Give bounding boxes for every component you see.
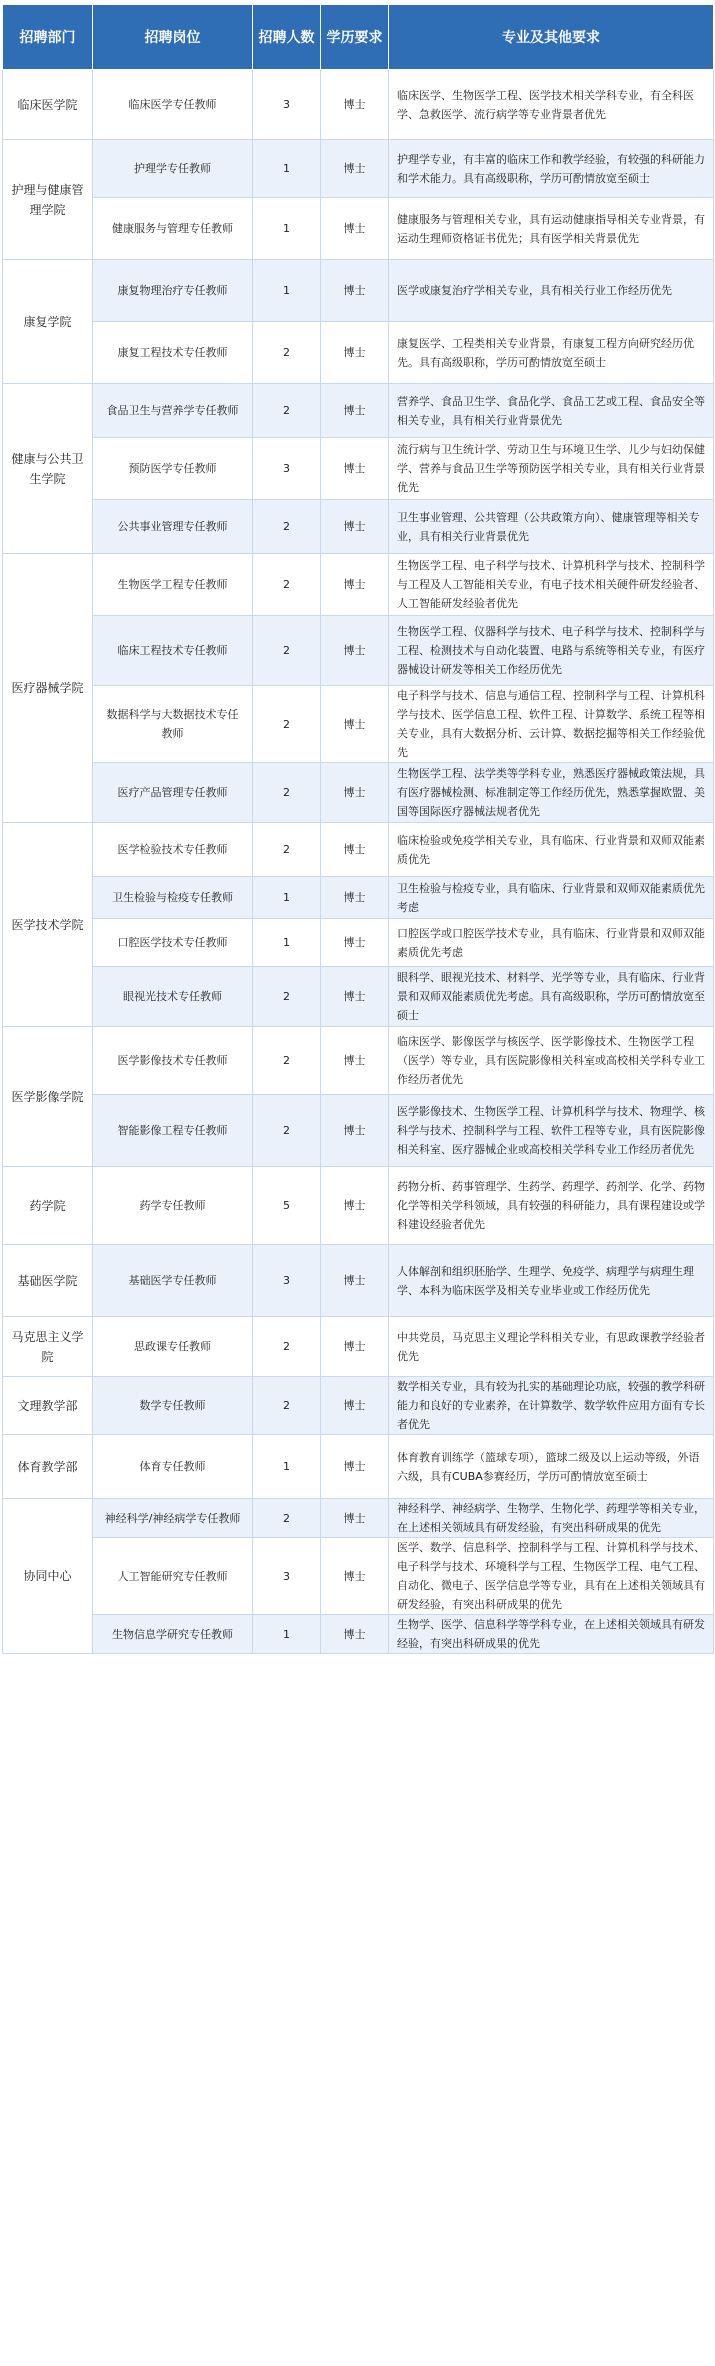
requirements-cell: 医学或康复治疗学相关专业，具有相关行业工作经历优先 — [389, 260, 714, 322]
table-row — [3, 1027, 714, 1095]
requirements-cell: 卫生事业管理、公共管理（公共政策方向）、健康管理等相关专业，具有相关行业背景优先 — [389, 500, 714, 554]
position-cell: 神经科学/神经病学专任教师 — [93, 1499, 253, 1538]
table-row — [3, 554, 714, 616]
position-cell: 体育专任教师 — [93, 1435, 253, 1499]
requirements-cell: 生物医学工程、仪器科学与技术、电子科学与技术、控制科学与工程、检测技术与自动化装置、电路与系统等相关专业，有医疗器械设计研发等相关工作经历优先 — [389, 616, 714, 686]
table-row — [3, 384, 714, 438]
position-cell: 数据科学与大数据技术专任教师 — [93, 686, 253, 763]
header-requirements: 专业及其他要求 — [389, 5, 714, 70]
requirements-cell: 营养学、食品卫生学、食品化学、食品工艺或工程、食品安全等相关专业，具有相关行业背景优先 — [389, 384, 714, 438]
table-row — [3, 919, 714, 967]
count-cell: 3 — [253, 1245, 321, 1317]
department-cell: 体育教学部 — [3, 1435, 93, 1499]
count-cell: 2 — [253, 554, 321, 616]
department-cell: 药学院 — [3, 1167, 93, 1245]
count-cell: 2 — [253, 686, 321, 763]
position-cell: 预防医学专任教师 — [93, 438, 253, 500]
education-cell: 博士 — [321, 1435, 389, 1499]
position-cell: 护理学专任教师 — [93, 140, 253, 198]
count-cell: 2 — [253, 763, 321, 823]
requirements-cell: 流行病与卫生统计学、劳动卫生与环境卫生学、儿少与妇幼保健学、营养与食品卫生学等预防医学相关专业，具有相关行业背景优先 — [389, 438, 714, 500]
requirements-cell: 神经科学、神经病学、生物学、生物化学、药理学等相关专业，在上述相关领域具有研发经验，有突出科研成果的优先 — [389, 1499, 714, 1538]
table-row — [3, 322, 714, 384]
count-cell: 2 — [253, 500, 321, 554]
education-cell: 博士 — [321, 919, 389, 967]
table-row — [3, 1499, 714, 1538]
position-cell: 口腔医学技术专任教师 — [93, 919, 253, 967]
education-cell: 博士 — [321, 554, 389, 616]
count-cell: 2 — [253, 1095, 321, 1167]
count-cell: 1 — [253, 1615, 321, 1654]
department-cell: 临床医学院 — [3, 70, 93, 140]
requirements-cell: 人体解剖和组织胚胎学、生理学、免疫学、病理学与病理生理学、本科为临床医学及相关专业毕业或工作经历优先 — [389, 1245, 714, 1317]
department-cell: 医学影像学院 — [3, 1027, 93, 1167]
requirements-cell: 生物医学工程、法学类等学科专业，熟悉医疗器械政策法规，具有医疗器械检测、标准制定等工作经历优先，熟悉掌握欧盟、美国等国际医疗器械法规者优先 — [389, 763, 714, 823]
education-cell: 博士 — [321, 1317, 389, 1377]
requirements-cell: 临床检验或免疫学相关专业，具有临床、行业背景和双师双能素质优先 — [389, 823, 714, 877]
count-cell: 3 — [253, 70, 321, 140]
education-cell: 博士 — [321, 70, 389, 140]
requirements-cell: 中共党员，马克思主义理论学科相关专业，有思政课教学经验者优先 — [389, 1317, 714, 1377]
count-cell: 5 — [253, 1167, 321, 1245]
position-cell: 数学专任教师 — [93, 1377, 253, 1435]
recruitment-table — [2, 4, 714, 1654]
department-cell: 健康与公共卫生学院 — [3, 384, 93, 554]
requirements-cell: 体育教育训练学（篮球专项），篮球二级及以上运动等级，外语六级，具有CUBA参赛经历，学历可酌情放宽至硕士 — [389, 1435, 714, 1499]
requirements-cell: 卫生检验与检疫专业，具有临床、行业背景和双师双能素质优先考虑 — [389, 877, 714, 919]
education-cell: 博士 — [321, 500, 389, 554]
count-cell: 3 — [253, 1538, 321, 1615]
count-cell: 1 — [253, 877, 321, 919]
department-cell: 护理与健康管理学院 — [3, 140, 93, 260]
table-row — [3, 70, 714, 140]
department-cell: 康复学院 — [3, 260, 93, 384]
education-cell: 博士 — [321, 1245, 389, 1317]
requirements-cell: 健康服务与管理相关专业，具有运动健康指导相关专业背景，有运动生理师资格证书优先；具有医学相关背景优先 — [389, 198, 714, 260]
education-cell: 博士 — [321, 1615, 389, 1654]
table-row — [3, 1245, 714, 1317]
position-cell: 智能影像工程专任教师 — [93, 1095, 253, 1167]
count-cell: 2 — [253, 616, 321, 686]
count-cell: 3 — [253, 438, 321, 500]
position-cell: 药学专任教师 — [93, 1167, 253, 1245]
requirements-cell: 护理学专业，有丰富的临床工作和教学经验，有较强的科研能力和学术能力。具有高级职称，学历可酌情放宽至硕士 — [389, 140, 714, 198]
education-cell: 博士 — [321, 686, 389, 763]
count-cell: 1 — [253, 140, 321, 198]
requirements-cell: 数学相关专业，具有较为扎实的基础理论功底，较强的教学科研能力和良好的专业素养，在计算数学、数学软件应用方面有专长者优先 — [389, 1377, 714, 1435]
table-row — [3, 823, 714, 877]
department-cell: 基础医学院 — [3, 1245, 93, 1317]
education-cell: 博士 — [321, 877, 389, 919]
position-cell: 思政课专任教师 — [93, 1317, 253, 1377]
table-row — [3, 616, 714, 686]
count-cell: 2 — [253, 967, 321, 1027]
education-cell: 博士 — [321, 1027, 389, 1095]
table-row — [3, 967, 714, 1027]
count-cell: 2 — [253, 1317, 321, 1377]
table-row — [3, 1377, 714, 1435]
table-row — [3, 140, 714, 198]
position-cell: 健康服务与管理专任教师 — [93, 198, 253, 260]
count-cell: 1 — [253, 1435, 321, 1499]
requirements-cell: 临床医学、生物医学工程、医学技术相关学科专业，有全科医学、急救医学、流行病学等专业背景者优先 — [389, 70, 714, 140]
education-cell: 博士 — [321, 616, 389, 686]
education-cell: 博士 — [321, 198, 389, 260]
table-row — [3, 763, 714, 823]
department-cell: 协同中心 — [3, 1499, 93, 1654]
header-department: 招聘部门 — [3, 5, 93, 70]
table-row — [3, 1615, 714, 1654]
table-row — [3, 260, 714, 322]
education-cell: 博士 — [321, 763, 389, 823]
header-position: 招聘岗位 — [93, 5, 253, 70]
header-row — [3, 5, 714, 70]
position-cell: 医学检验技术专任教师 — [93, 823, 253, 877]
education-cell: 博士 — [321, 823, 389, 877]
table-body — [3, 70, 714, 1654]
requirements-cell: 康复医学、工程类相关专业背景，有康复工程方向研究经历优先。具有高级职称，学历可酌情放宽至硕士 — [389, 322, 714, 384]
table-row — [3, 1095, 714, 1167]
count-cell: 2 — [253, 1499, 321, 1538]
position-cell: 临床医学专任教师 — [93, 70, 253, 140]
header-education: 学历要求 — [321, 5, 389, 70]
department-cell: 医学技术学院 — [3, 823, 93, 1027]
education-cell: 博士 — [321, 1538, 389, 1615]
position-cell: 医疗产品管理专任教师 — [93, 763, 253, 823]
position-cell: 卫生检验与检疫专任教师 — [93, 877, 253, 919]
position-cell: 公共事业管理专任教师 — [93, 500, 253, 554]
table-row — [3, 1435, 714, 1499]
education-cell: 博士 — [321, 322, 389, 384]
requirements-cell: 医学、数学、信息科学、控制科学与工程、计算机科学与技术、电子科学与技术、环境科学与工程、生物医学工程、电气工程、自动化、微电子、医学信息学等专业，具有在上述相关领域具有研发经验，有突出科研成果的优先 — [389, 1538, 714, 1615]
requirements-cell: 临床医学、影像医学与核医学、医学影像技术、生物医学工程（医学）等专业，具有医院影像相关科室或高校相关学科专业工作经历者优先 — [389, 1027, 714, 1095]
count-cell: 2 — [253, 1027, 321, 1095]
table-row — [3, 1167, 714, 1245]
count-cell: 1 — [253, 198, 321, 260]
education-cell: 博士 — [321, 438, 389, 500]
education-cell: 博士 — [321, 384, 389, 438]
requirements-cell: 生物学、医学、信息科学等学科专业，在上述相关领域具有研发经验，有突出科研成果的优先 — [389, 1615, 714, 1654]
table-row — [3, 438, 714, 500]
position-cell: 康复物理治疗专任教师 — [93, 260, 253, 322]
count-cell: 2 — [253, 322, 321, 384]
position-cell: 康复工程技术专任教师 — [93, 322, 253, 384]
table-row — [3, 1317, 714, 1377]
position-cell: 临床工程技术专任教师 — [93, 616, 253, 686]
position-cell: 生物医学工程专任教师 — [93, 554, 253, 616]
requirements-cell: 眼科学、眼视光技术、材料学、光学等专业，具有临床、行业背景和双师双能素质优先考虑。具有高级职称，学历可酌情放宽至硕士 — [389, 967, 714, 1027]
education-cell: 博士 — [321, 260, 389, 322]
requirements-cell: 口腔医学或口腔医学技术专业，具有临床、行业背景和双师双能素质优先考虑 — [389, 919, 714, 967]
position-cell: 生物信息学研究专任教师 — [93, 1615, 253, 1654]
education-cell: 博士 — [321, 1499, 389, 1538]
department-cell: 文理教学部 — [3, 1377, 93, 1435]
requirements-cell: 药物分析、药事管理学、生药学、药理学、药剂学、化学、药物化学等相关学科领域，具有较强的科研能力，具有课程建设或学科建设经验者优先 — [389, 1167, 714, 1245]
table-row — [3, 500, 714, 554]
position-cell: 基础医学专任教师 — [93, 1245, 253, 1317]
education-cell: 博士 — [321, 1377, 389, 1435]
requirements-cell: 医学影像技术、生物医学工程、计算机科学与技术、物理学、核科学与技术、控制科学与工程、软件工程等专业，具有医院影像相关科室、医疗器械企业或高校相关学科专业工作经历者优先 — [389, 1095, 714, 1167]
count-cell: 2 — [253, 823, 321, 877]
requirements-cell: 电子科学与技术、信息与通信工程、控制科学与工程、计算机科学与技术、医学信息工程、软件工程、计算数学、系统工程等相关专业，具有大数据分析、云计算、数据挖掘等相关工作经验优先 — [389, 686, 714, 763]
position-cell: 眼视光技术专任教师 — [93, 967, 253, 1027]
position-cell: 医学影像技术专任教师 — [93, 1027, 253, 1095]
position-cell: 人工智能研究专任教师 — [93, 1538, 253, 1615]
count-cell: 1 — [253, 919, 321, 967]
table-row — [3, 1538, 714, 1615]
position-cell: 食品卫生与营养学专任教师 — [93, 384, 253, 438]
table-row — [3, 877, 714, 919]
header-count: 招聘人数 — [253, 5, 321, 70]
table-row — [3, 198, 714, 260]
requirements-cell: 生物医学工程、电子科学与技术、计算机科学与技术、控制科学与工程及人工智能相关专业，有电子技术相关硬件研发经验者、人工智能研发经验者优先 — [389, 554, 714, 616]
department-cell: 马克思主义学院 — [3, 1317, 93, 1377]
education-cell: 博士 — [321, 140, 389, 198]
department-cell: 医疗器械学院 — [3, 554, 93, 823]
table-row — [3, 686, 714, 763]
count-cell: 2 — [253, 1377, 321, 1435]
count-cell: 2 — [253, 384, 321, 438]
education-cell: 博士 — [321, 1095, 389, 1167]
education-cell: 博士 — [321, 1167, 389, 1245]
education-cell: 博士 — [321, 967, 389, 1027]
count-cell: 1 — [253, 260, 321, 322]
